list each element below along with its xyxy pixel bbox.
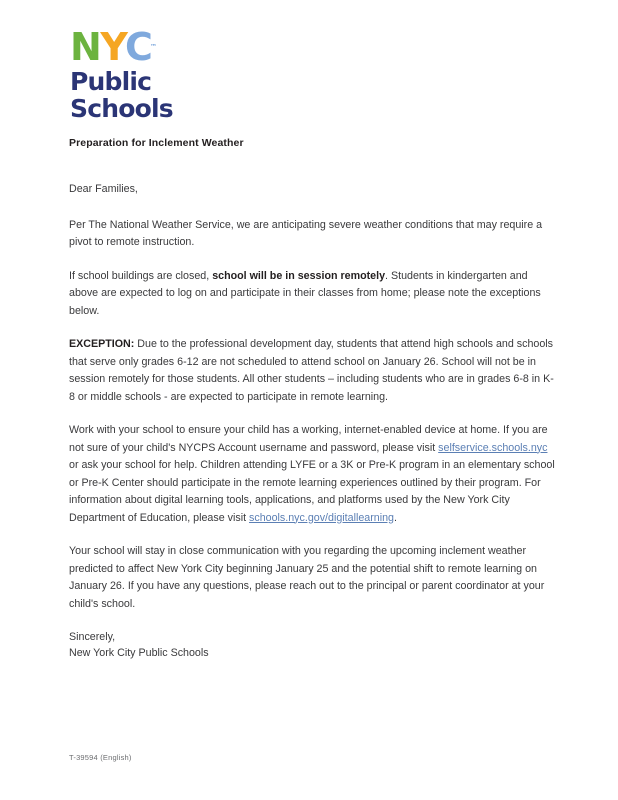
- paragraph-weather-service: Per The National Weather Service, we are anticipating severe weather conditions that may require a pivot to remote instruction.: [69, 218, 543, 248]
- logo-letter-c: C: [124, 25, 152, 69]
- selfservice-link[interactable]: selfservice.schools.nyc: [438, 441, 548, 454]
- salutation: Dear Families,: [69, 183, 138, 195]
- page-title: Preparation for Inclement Weather: [69, 137, 244, 149]
- devices-text-part-1: Work with your school to ensure your child has a working, internet-enabled device at home. If you are not sure of your child's NYCPS Account username and password, please visit: [69, 424, 548, 454]
- paragraph-communication: Your school will stay in close communication with you regarding the upcoming inclement weather predicted to affect New York City beginning January 25 and the potential shift to remote learning on January 26. If you have any questions, please reach out to the principal or parent coordinator at your child's school.: [69, 545, 545, 610]
- devices-text-part-3: .: [393, 511, 397, 524]
- logo-wordmark-line-1: Public: [70, 67, 152, 96]
- nyc-public-schools-logo: [70, 25, 270, 123]
- nyc-logo-mark: [70, 25, 270, 69]
- exception-body: Due to the professional development day, students that attend high schools and schools that serve only grades 6-12 are not scheduled to attend school on January 26. School will not be in session remotely for those students. All other students – including students who are in grades 6-8 in K-8 or middle schools - are expected to participate in remote learning.: [69, 338, 554, 403]
- logo-wordmark: [70, 68, 270, 122]
- logo-letter-y: Y: [100, 25, 125, 69]
- document-reference-code: T-39594 (English): [69, 753, 132, 762]
- signoff-line-1: Sincerely,: [69, 631, 116, 643]
- trademark-icon: ™: [150, 43, 157, 51]
- devices-text-part-2: or ask your school for help. Children attending LYFE or a 3K or Pre-K program in an elementary school or Pre-K Center should participate in the remote learning experiences outlined by their program. For information about digital learning tools, applications, and platforms used by the New York City Department of Education, please visit: [69, 459, 555, 524]
- logo-wordmark-line-2: Schools: [70, 94, 173, 123]
- remote-session-text-before: If school buildings are closed,: [69, 269, 213, 282]
- signoff-line-2: New York City Public Schools: [69, 647, 209, 659]
- signoff: [69, 629, 555, 661]
- logo-letter-n: N: [70, 25, 101, 69]
- digital-learning-link[interactable]: schools.nyc.gov/digitallearning: [249, 511, 394, 524]
- paragraph-exception: [69, 336, 555, 406]
- letter-body: [69, 137, 555, 661]
- remote-session-text-after: . Students in kindergarten and above are expected to log on and participate in their classes from home; please note the exceptions below.: [69, 269, 541, 317]
- exception-label: EXCEPTION:: [69, 338, 135, 350]
- remote-session-emphasis: school will be in session remotely: [212, 269, 386, 282]
- paragraph-remote-session: [69, 268, 555, 321]
- paragraph-devices-and-links: [69, 422, 555, 527]
